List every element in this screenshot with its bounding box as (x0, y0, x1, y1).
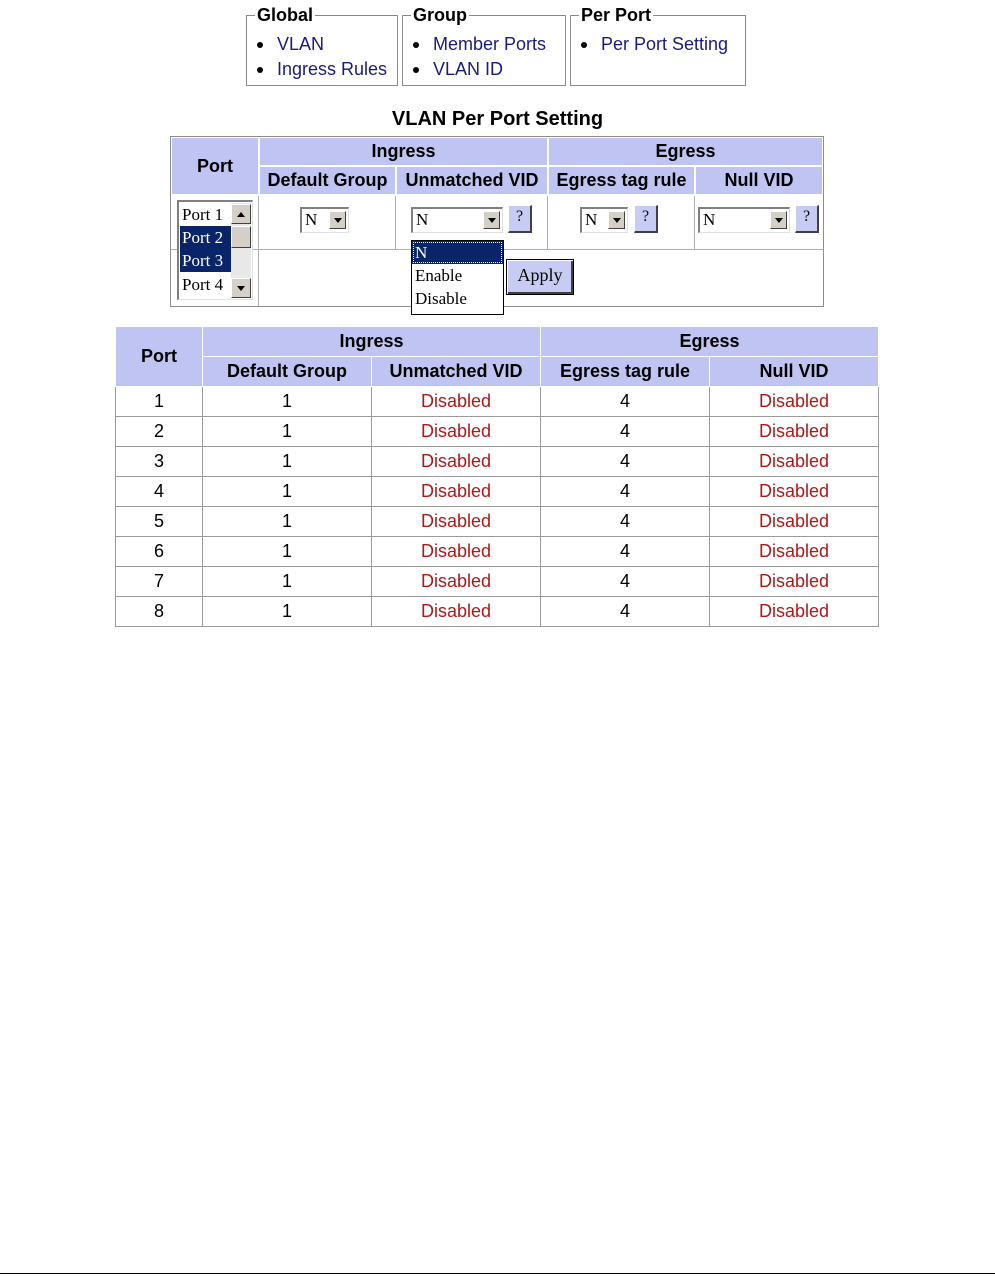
nav-global-title: Global (257, 5, 314, 25)
nav-link-vlan-id-label[interactable]: VLAN ID (433, 59, 504, 79)
port-option-1[interactable]: Port 1 (182, 205, 224, 224)
cell-port: 5 (116, 507, 203, 537)
nav-per-port-title: Per Port (581, 5, 652, 25)
form-header-egress-tag-rule: Egress tag rule (548, 166, 695, 195)
nav-link-per-port-setting-label[interactable]: Per Port Setting (601, 34, 729, 54)
unmatched-vid-select[interactable] (411, 207, 503, 233)
table-row (116, 387, 879, 417)
cell-port: 6 (116, 537, 203, 567)
cell-egress-tag-rule: 4 (541, 387, 710, 417)
cell-null-vid: Disabled (710, 567, 879, 597)
port-option-4[interactable]: Port 4 (182, 275, 224, 294)
nav-link-vlan-label[interactable]: VLAN (277, 34, 325, 54)
form-col-divider (547, 196, 548, 250)
cell-port: 7 (116, 567, 203, 597)
nav-global-list (255, 32, 387, 82)
cell-egress-tag-rule: 4 (541, 537, 710, 567)
table-row (116, 507, 879, 537)
form-header-default-group: Default Group (259, 166, 396, 195)
nav-link-vlan[interactable] (255, 32, 387, 57)
apply-button[interactable]: Apply (506, 259, 574, 295)
status-header-egress-tag-rule: Egress tag rule (541, 357, 710, 387)
table-row (116, 417, 879, 447)
nav-group-title: Group (413, 5, 467, 25)
port-option-3[interactable]: Port 3 (180, 249, 232, 272)
status-header-port: Port (116, 327, 203, 387)
scroll-down-button[interactable] (231, 278, 251, 298)
nav-link-member-ports-label[interactable]: Member Ports (433, 34, 547, 54)
cell-default-group: 1 (203, 387, 372, 417)
table-row (116, 597, 879, 627)
triangle-down-icon (334, 218, 342, 223)
arrow-up-icon (237, 212, 245, 217)
nav-link-ingress-rules[interactable] (255, 57, 387, 82)
cell-egress-tag-rule: 4 (541, 417, 710, 447)
cell-null-vid: Disabled (710, 477, 879, 507)
egress-tag-rule-select[interactable] (580, 207, 628, 233)
dropdown-arrow-icon[interactable] (483, 211, 500, 229)
cell-unmatched-vid: Disabled (372, 507, 541, 537)
triangle-down-icon (775, 218, 783, 223)
form-col-divider (694, 196, 695, 250)
cell-port: 8 (116, 597, 203, 627)
bullet-icon (257, 42, 263, 48)
cell-null-vid: Disabled (710, 417, 879, 447)
form-col-divider (258, 196, 259, 306)
bullet-icon (413, 42, 419, 48)
cell-unmatched-vid: Disabled (372, 567, 541, 597)
cell-egress-tag-rule: 4 (541, 447, 710, 477)
cell-port: 1 (116, 387, 203, 417)
cell-null-vid: Disabled (710, 447, 879, 477)
cell-null-vid: Disabled (710, 597, 879, 627)
bullet-icon (257, 67, 263, 73)
cell-default-group: 1 (203, 537, 372, 567)
table-row (116, 567, 879, 597)
cell-port: 2 (116, 417, 203, 447)
dropdown-arrow-icon[interactable] (770, 211, 787, 229)
form-col-divider (395, 196, 396, 250)
cell-unmatched-vid: Disabled (372, 447, 541, 477)
nav-link-per-port-setting[interactable] (579, 32, 728, 57)
unmatched-vid-dropdown-list[interactable] (411, 240, 504, 315)
dropdown-option-enable[interactable]: Enable (415, 266, 463, 285)
dropdown-option-disable[interactable]: Disable (415, 289, 467, 308)
cell-default-group: 1 (203, 477, 372, 507)
table-row (116, 447, 879, 477)
table-row (116, 537, 879, 567)
dropdown-arrow-icon[interactable] (329, 211, 346, 229)
triangle-down-icon (488, 218, 496, 223)
unmatched-vid-help-button[interactable]: ? (508, 205, 532, 233)
nav-link-member-ports[interactable] (411, 32, 546, 57)
cell-default-group: 1 (203, 597, 372, 627)
cell-port: 3 (116, 447, 203, 477)
bullet-icon (413, 67, 419, 73)
port-listbox[interactable] (177, 200, 253, 300)
null-vid-select[interactable] (698, 207, 790, 233)
scroll-thumb[interactable] (231, 226, 251, 248)
cell-unmatched-vid: Disabled (372, 477, 541, 507)
table-row (116, 477, 879, 507)
nav-per-port-box (570, 5, 746, 86)
cell-null-vid: Disabled (710, 507, 879, 537)
cell-egress-tag-rule: 4 (541, 567, 710, 597)
form-header-null-vid: Null VID (695, 166, 823, 195)
default-group-value: N (305, 210, 318, 229)
form-header-port: Port (171, 137, 259, 195)
status-header-ingress: Ingress (203, 327, 541, 357)
egress-tag-rule-value: N (585, 210, 598, 229)
cell-egress-tag-rule: 4 (541, 477, 710, 507)
cell-null-vid: Disabled (710, 387, 879, 417)
status-header-default-group: Default Group (203, 357, 372, 387)
null-vid-help-button[interactable]: ? (795, 205, 819, 233)
nav-group-box (402, 5, 566, 86)
nav-link-vlan-id[interactable] (411, 57, 546, 82)
nav-global-box (246, 5, 398, 86)
nav-group-list (411, 32, 546, 82)
cell-null-vid: Disabled (710, 537, 879, 567)
form-header-unmatched-vid: Unmatched VID (396, 166, 548, 195)
cell-egress-tag-rule: 4 (541, 507, 710, 537)
default-group-select[interactable] (300, 207, 349, 233)
null-vid-value: N (703, 210, 716, 229)
cell-unmatched-vid: Disabled (372, 537, 541, 567)
triangle-down-icon (613, 218, 621, 223)
form-header-egress: Egress (548, 137, 823, 166)
cell-unmatched-vid: Disabled (372, 387, 541, 417)
cell-default-group: 1 (203, 417, 372, 447)
cell-default-group: 1 (203, 567, 372, 597)
cell-egress-tag-rule: 4 (541, 597, 710, 627)
status-header-unmatched-vid: Unmatched VID (372, 357, 541, 387)
port-listbox-scrollbar[interactable] (231, 203, 251, 298)
bullet-icon (581, 42, 587, 48)
cell-unmatched-vid: Disabled (372, 417, 541, 447)
nav-link-ingress-rules-label[interactable]: Ingress Rules (277, 59, 388, 79)
cell-port: 4 (116, 477, 203, 507)
nav-per-port-list (579, 32, 728, 57)
cell-unmatched-vid: Disabled (372, 597, 541, 627)
port-status-table (115, 326, 879, 627)
scroll-up-button[interactable] (231, 204, 251, 224)
unmatched-vid-value: N (416, 210, 429, 229)
page-title: VLAN Per Port Setting (391, 108, 604, 130)
port-option-2[interactable]: Port 2 (180, 226, 232, 249)
dropdown-arrow-icon[interactable] (608, 211, 625, 229)
dropdown-option-n[interactable]: N (412, 241, 503, 264)
arrow-down-icon (237, 286, 245, 291)
form-header-ingress: Ingress (259, 137, 548, 166)
cell-default-group: 1 (203, 447, 372, 477)
page-bottom-rule (0, 1273, 995, 1274)
egress-tag-rule-help-button[interactable]: ? (634, 205, 658, 233)
cell-default-group: 1 (203, 507, 372, 537)
status-header-null-vid: Null VID (710, 357, 879, 387)
status-header-egress: Egress (541, 327, 879, 357)
